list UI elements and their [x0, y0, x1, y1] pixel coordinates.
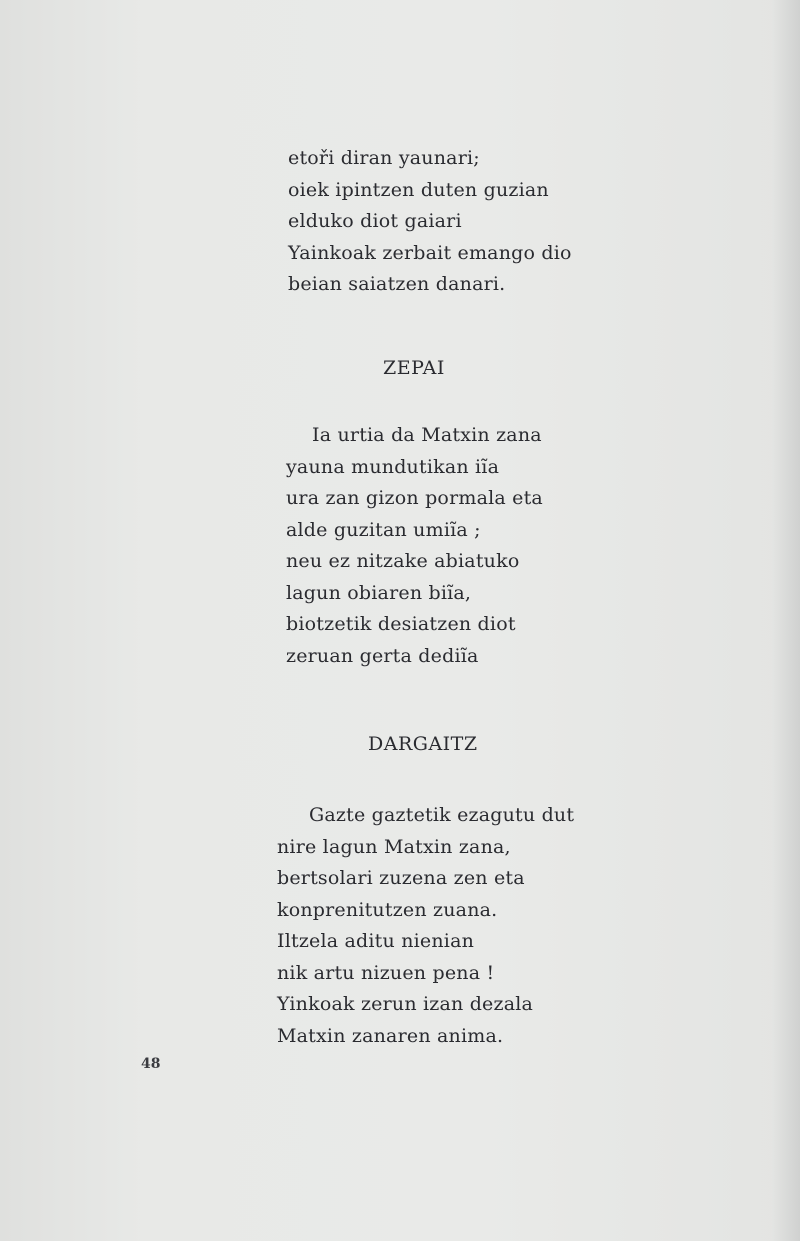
- verse-line: ura zan gizon pormala eta: [286, 487, 543, 509]
- poem-heading-zepai: ZEPAI: [383, 357, 445, 379]
- page-number: 48: [141, 1056, 161, 1072]
- verse-line: Gazte gaztetik ezagutu dut: [309, 804, 575, 826]
- verse-line: zeruan gerta dediĩa: [286, 644, 479, 667]
- verse-line: nire lagun Matxin zana,: [277, 835, 511, 858]
- verse-line: neu ez nitzake abiatuko: [286, 550, 520, 572]
- verse-line: yauna mundutikan iĩa: [286, 455, 500, 478]
- verse-line: etoři diran yaunari;: [288, 147, 480, 169]
- verse-line: konprenitutzen zuana.: [277, 898, 498, 921]
- stanza-dargaitz: [277, 800, 574, 1052]
- stanza-zepai: [286, 420, 543, 672]
- verse-line: nik artu nizuen pena !: [277, 961, 495, 984]
- verse-line: lagun obiaren biĩa,: [286, 581, 472, 604]
- verse-line: Yainkoak zerbait emango dio: [288, 241, 572, 264]
- stanza-intro: [288, 143, 572, 301]
- verse-line: alde guzitan umiĩa ;: [286, 518, 481, 541]
- verse-line: elduko diot gaiari: [288, 210, 462, 232]
- verse-line: oiek ipintzen duten guzian: [288, 178, 549, 201]
- verse-line: Ia urtia da Matxin zana: [312, 424, 542, 446]
- page-edge-shadow: [772, 0, 800, 1241]
- verse-line: Iltzela aditu nienian: [277, 930, 475, 952]
- poem-heading-dargaitz: DARGAITZ: [368, 733, 478, 755]
- verse-line: biotzetik desiatzen diot: [286, 613, 516, 635]
- verse-line: beian saiatzen danari.: [288, 273, 506, 295]
- verse-line: Yinkoak zerun izan dezala: [277, 993, 534, 1015]
- verse-line: Matxin zanaren anima.: [277, 1024, 504, 1047]
- verse-line: bertsolari zuzena zen eta: [277, 867, 525, 889]
